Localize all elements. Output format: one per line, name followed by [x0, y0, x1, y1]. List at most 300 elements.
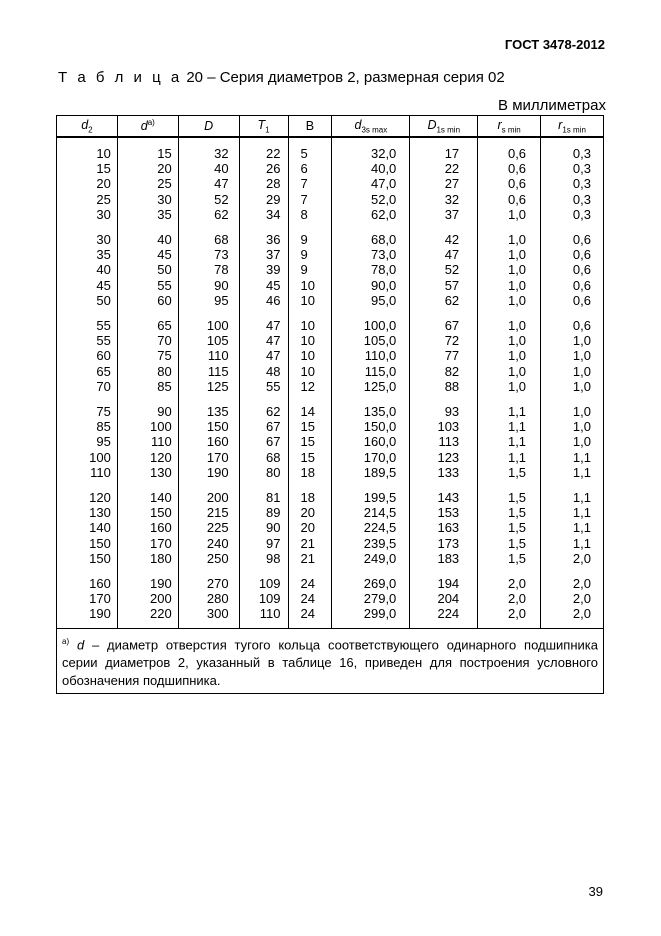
table-cell: 1,0: [478, 232, 541, 247]
spacer-cell: [288, 480, 332, 490]
column-header: [332, 116, 410, 138]
table-cell: 150: [117, 505, 178, 520]
table-cell: 27: [410, 176, 478, 191]
table-cell: 2,0: [541, 551, 604, 566]
table-row: [57, 576, 604, 591]
table-cell: 65: [57, 364, 118, 379]
column-symbol: d: [354, 117, 362, 132]
table-cell: 55: [239, 379, 288, 394]
table-cell: 1,1: [541, 505, 604, 520]
table-cell: 214,5: [332, 505, 410, 520]
column-symbol: r: [497, 117, 502, 132]
spacer-cell: [57, 308, 118, 318]
table-cell: 80: [117, 364, 178, 379]
table-row: [57, 404, 604, 419]
table-cell: 225: [178, 520, 239, 535]
table-cell: 113: [410, 434, 478, 449]
spacer-cell: [478, 480, 541, 490]
column-symbol: r: [558, 117, 563, 132]
group-spacer: [57, 394, 604, 404]
table-cell: 125: [178, 379, 239, 394]
column-subscript: 2: [88, 125, 93, 135]
table-cell: 35: [57, 247, 118, 262]
table-footnote: [56, 628, 604, 694]
spacer-cell: [57, 394, 118, 404]
table-cell: 280: [178, 591, 239, 606]
spacer-cell: [410, 480, 478, 490]
table-cell: 95,0: [332, 293, 410, 308]
table-cell: 62: [239, 404, 288, 419]
table-cell: 204: [410, 591, 478, 606]
table-cell: 40,0: [332, 161, 410, 176]
table-row: [57, 450, 604, 465]
table-caption: [58, 69, 505, 86]
table-cell: 47: [178, 176, 239, 191]
spacer-cell: [288, 137, 332, 146]
column-header: [288, 116, 332, 138]
table-cell: 52: [178, 192, 239, 207]
table-cell: 1,0: [478, 207, 541, 222]
spacer-cell: [239, 308, 288, 318]
table-row: [57, 333, 604, 348]
table-cell: 0,3: [541, 176, 604, 191]
table-cell: 1,5: [478, 505, 541, 520]
spacer-cell: [332, 222, 410, 232]
table-cell: 10: [57, 146, 118, 161]
table-cell: 82: [410, 364, 478, 379]
table-cell: 12: [288, 379, 332, 394]
spacer-cell: [332, 137, 410, 146]
table-cell: 15: [288, 419, 332, 434]
table-cell: 150: [57, 551, 118, 566]
table-cell: 100,0: [332, 318, 410, 333]
table-cell: 150,0: [332, 419, 410, 434]
table-cell: 1,0: [478, 379, 541, 394]
table-cell: 20: [117, 161, 178, 176]
table-cell: 183: [410, 551, 478, 566]
table-cell: 55: [117, 278, 178, 293]
table-cell: 6: [288, 161, 332, 176]
spacer-cell: [117, 566, 178, 576]
table-row: [57, 434, 604, 449]
table-cell: 14: [288, 404, 332, 419]
spacer-cell: [541, 308, 604, 318]
table-cell: 55: [57, 318, 118, 333]
table-cell: 173: [410, 536, 478, 551]
table-cell: 73: [178, 247, 239, 262]
column-symbol: D: [204, 119, 214, 133]
table-cell: 0,6: [478, 176, 541, 191]
table-cell: 32,0: [332, 146, 410, 161]
table-cell: 73,0: [332, 247, 410, 262]
table-row: [57, 379, 604, 394]
table-cell: 160: [57, 576, 118, 591]
table-cell: 46: [239, 293, 288, 308]
table-cell: 22: [239, 146, 288, 161]
spacer-cell: [57, 222, 118, 232]
column-header: [478, 116, 541, 138]
table-cell: 90: [117, 404, 178, 419]
table-cell: 1,1: [541, 465, 604, 480]
table-cell: 21: [288, 536, 332, 551]
table-cell: 20: [288, 520, 332, 535]
table-cell: 9: [288, 262, 332, 277]
table-cell: 29: [239, 192, 288, 207]
table-cell: 24: [288, 576, 332, 591]
table-cell: 25: [117, 176, 178, 191]
table-cell: 1,5: [478, 465, 541, 480]
spacer-cell: [57, 480, 118, 490]
table-cell: 60: [117, 293, 178, 308]
table-cell: 62,0: [332, 207, 410, 222]
table-cell: 0,6: [541, 232, 604, 247]
table-cell: 115,0: [332, 364, 410, 379]
table-cell: 110: [178, 348, 239, 363]
table-cell: 10: [288, 278, 332, 293]
data-table: [56, 115, 604, 629]
table-cell: 90: [239, 520, 288, 535]
table-cell: 250: [178, 551, 239, 566]
table-cell: 15: [57, 161, 118, 176]
table-row: [57, 176, 604, 191]
table-cell: 224,5: [332, 520, 410, 535]
table-cell: 37: [239, 247, 288, 262]
table-cell: 50: [117, 262, 178, 277]
table-cell: 95: [178, 293, 239, 308]
table-cell: 22: [410, 161, 478, 176]
table-cell: 1,5: [478, 536, 541, 551]
table-row: [57, 364, 604, 379]
table-cell: 1,0: [478, 348, 541, 363]
table-cell: 1,0: [478, 333, 541, 348]
spacer-cell: [178, 480, 239, 490]
table-cell: 2,0: [541, 576, 604, 591]
group-spacer: [57, 480, 604, 490]
table-cell: 88: [410, 379, 478, 394]
table-cell: 194: [410, 576, 478, 591]
table-cell: 24: [288, 606, 332, 628]
table-cell: 65: [117, 318, 178, 333]
table-cell: 160: [117, 520, 178, 535]
table-cell: 110,0: [332, 348, 410, 363]
table-cell: 37: [410, 207, 478, 222]
table-cell: 30: [57, 232, 118, 247]
table-cell: 109: [239, 591, 288, 606]
column-superscript: a): [147, 118, 155, 128]
table-cell: 57: [410, 278, 478, 293]
spacer-cell: [410, 308, 478, 318]
spacer-cell: [332, 480, 410, 490]
spacer-cell: [178, 566, 239, 576]
page-number: 39: [588, 884, 603, 899]
table-cell: 0,6: [541, 318, 604, 333]
spacer-cell: [410, 566, 478, 576]
column-header: [57, 116, 118, 138]
table-cell: 10: [288, 364, 332, 379]
spacer-cell: [541, 394, 604, 404]
table-cell: 240: [178, 536, 239, 551]
column-symbol: T: [257, 117, 266, 132]
table-cell: 0,6: [478, 192, 541, 207]
table-cell: 1,0: [478, 278, 541, 293]
table-cell: 1,0: [541, 364, 604, 379]
table-cell: 47: [239, 318, 288, 333]
table-body: [57, 137, 604, 628]
table-cell: 62: [410, 293, 478, 308]
column-subscript: 1s min: [562, 125, 586, 135]
table-cell: 269,0: [332, 576, 410, 591]
table-cell: 47: [239, 348, 288, 363]
table-cell: 93: [410, 404, 478, 419]
table-cell: 45: [57, 278, 118, 293]
table-cell: 89: [239, 505, 288, 520]
spacer-cell: [332, 308, 410, 318]
table-cell: 35: [117, 207, 178, 222]
table-cell: 18: [288, 490, 332, 505]
table-cell: 98: [239, 551, 288, 566]
table-cell: 105: [178, 333, 239, 348]
table-cell: 239,5: [332, 536, 410, 551]
table-cell: 1,1: [541, 536, 604, 551]
table-cell: 0,3: [541, 146, 604, 161]
table-cell: 48: [239, 364, 288, 379]
table-cell: 47: [239, 333, 288, 348]
spacer-cell: [239, 222, 288, 232]
table-row: [57, 348, 604, 363]
table-cell: 45: [117, 247, 178, 262]
table-cell: 7: [288, 192, 332, 207]
table-cell: 1,0: [478, 262, 541, 277]
table-cell: 10: [288, 348, 332, 363]
table-cell: 1,1: [478, 419, 541, 434]
table-cell: 0,3: [541, 207, 604, 222]
table-cell: 97: [239, 536, 288, 551]
table-cell: 32: [178, 146, 239, 161]
units-label: В миллиметрах: [498, 97, 606, 114]
table-cell: 40: [117, 232, 178, 247]
table-cell: 123: [410, 450, 478, 465]
table-cell: 30: [117, 192, 178, 207]
table-cell: 1,1: [478, 434, 541, 449]
table-row: [57, 278, 604, 293]
table-cell: 143: [410, 490, 478, 505]
table-cell: 140: [57, 520, 118, 535]
table-cell: 47,0: [332, 176, 410, 191]
table-cell: 68: [239, 450, 288, 465]
table-cell: 55: [57, 333, 118, 348]
spacer-cell: [541, 222, 604, 232]
group-spacer: [57, 222, 604, 232]
table-cell: 18: [288, 465, 332, 480]
table-cell: 1,0: [541, 404, 604, 419]
table-row: [57, 293, 604, 308]
spacer-cell: [239, 566, 288, 576]
table-cell: 67: [239, 434, 288, 449]
footnote-marker: a): [62, 636, 70, 646]
table-cell: 26: [239, 161, 288, 176]
table-row: [57, 207, 604, 222]
table-cell: 1,1: [541, 450, 604, 465]
table-cell: 20: [288, 505, 332, 520]
table-row: [57, 192, 604, 207]
table-cell: 40: [178, 161, 239, 176]
table-cell: 100: [117, 419, 178, 434]
table-cell: 36: [239, 232, 288, 247]
table-cell: 15: [288, 434, 332, 449]
table-cell: 270: [178, 576, 239, 591]
table-cell: 220: [117, 606, 178, 628]
spacer-cell: [478, 308, 541, 318]
table-cell: 68: [178, 232, 239, 247]
table-cell: 28: [239, 176, 288, 191]
table-cell: 90: [178, 278, 239, 293]
table-cell: 103: [410, 419, 478, 434]
table-cell: 2,0: [478, 576, 541, 591]
table-cell: 0,6: [541, 293, 604, 308]
table-cell: 163: [410, 520, 478, 535]
table-cell: 115: [178, 364, 239, 379]
table-cell: 70: [57, 379, 118, 394]
table-row: [57, 606, 604, 628]
table-cell: 8: [288, 207, 332, 222]
spacer-cell: [541, 480, 604, 490]
standard-header: ГОСТ 3478-2012: [504, 37, 605, 52]
table-cell: 279,0: [332, 591, 410, 606]
table-row: [57, 551, 604, 566]
table-cell: 0,6: [478, 146, 541, 161]
table-cell: 77: [410, 348, 478, 363]
table-cell: 0,3: [541, 192, 604, 207]
table-cell: 224: [410, 606, 478, 628]
table-cell: 95: [57, 434, 118, 449]
column-header: [117, 116, 178, 138]
table-row: [57, 536, 604, 551]
table-cell: 160,0: [332, 434, 410, 449]
spacer-cell: [288, 308, 332, 318]
spacer-cell: [478, 394, 541, 404]
spacer-cell: [478, 137, 541, 146]
table-cell: 39: [239, 262, 288, 277]
table-cell: 85: [57, 419, 118, 434]
table-cell: 130: [117, 465, 178, 480]
spacer-cell: [478, 222, 541, 232]
table-cell: 72: [410, 333, 478, 348]
table-cell: 60: [57, 348, 118, 363]
table-cell: 1,0: [478, 293, 541, 308]
table-cell: 81: [239, 490, 288, 505]
table-cell: 25: [57, 192, 118, 207]
table-cell: 1,0: [478, 318, 541, 333]
table-cell: 15: [288, 450, 332, 465]
column-symbol: d: [81, 117, 89, 132]
table-cell: 1,5: [478, 490, 541, 505]
table-cell: 130: [57, 505, 118, 520]
spacer-cell: [178, 137, 239, 146]
table-cell: 67: [410, 318, 478, 333]
table-cell: 10: [288, 293, 332, 308]
spacer-cell: [117, 222, 178, 232]
table-cell: 24: [288, 591, 332, 606]
table-cell: 0,6: [541, 278, 604, 293]
table-row: [57, 318, 604, 333]
spacer-cell: [288, 394, 332, 404]
spacer-cell: [117, 480, 178, 490]
table-cell: 1,5: [478, 520, 541, 535]
table-cell: 153: [410, 505, 478, 520]
spacer-cell: [410, 394, 478, 404]
spacer-cell: [178, 394, 239, 404]
table-cell: 110: [57, 465, 118, 480]
table-row: [57, 505, 604, 520]
table-cell: 1,1: [478, 450, 541, 465]
table-cell: 170: [57, 591, 118, 606]
table-cell: 190: [57, 606, 118, 628]
column-header: [239, 116, 288, 138]
table-cell: 170,0: [332, 450, 410, 465]
table-cell: 2,0: [478, 606, 541, 628]
spacer-cell: [178, 308, 239, 318]
table-cell: 52: [410, 262, 478, 277]
table-cell: 200: [117, 591, 178, 606]
column-symbol: d: [140, 119, 148, 134]
spacer-cell: [239, 394, 288, 404]
table-row: [57, 465, 604, 480]
table-row: [57, 247, 604, 262]
table-cell: 125,0: [332, 379, 410, 394]
group-spacer: [57, 566, 604, 576]
table-cell: 7: [288, 176, 332, 191]
spacer-cell: [288, 222, 332, 232]
table-cell: 0,6: [541, 262, 604, 277]
column-subscript: 1: [265, 125, 270, 135]
table-cell: 9: [288, 247, 332, 262]
spacer-cell: [541, 566, 604, 576]
spacer-cell: [57, 137, 118, 146]
table-cell: 150: [178, 419, 239, 434]
table-cell: 2,0: [541, 606, 604, 628]
table-cell: 10: [288, 333, 332, 348]
table-cell: 2,0: [541, 591, 604, 606]
spacer-cell: [239, 480, 288, 490]
table-row: [57, 419, 604, 434]
table-cell: 1,0: [478, 247, 541, 262]
table-cell: 180: [117, 551, 178, 566]
table-cell: 1,5: [478, 551, 541, 566]
column-subscript: 3s max: [361, 125, 388, 135]
column-header: [410, 116, 478, 138]
table-cell: 300: [178, 606, 239, 628]
spacer-cell: [117, 137, 178, 146]
table-cell: 42: [410, 232, 478, 247]
table-cell: 100: [57, 450, 118, 465]
table-cell: 40: [57, 262, 118, 277]
table-row: [57, 591, 604, 606]
spacer-cell: [117, 308, 178, 318]
table-cell: 21: [288, 551, 332, 566]
table-cell: 135: [178, 404, 239, 419]
table-cell: 70: [117, 333, 178, 348]
spacer-cell: [541, 137, 604, 146]
table-cell: 120: [57, 490, 118, 505]
table-cell: 50: [57, 293, 118, 308]
table-cell: 80: [239, 465, 288, 480]
table-cell: 32: [410, 192, 478, 207]
table-caption-label: Т а б л и ц а: [58, 69, 183, 86]
table-cell: 170: [117, 536, 178, 551]
spacer-cell: [410, 137, 478, 146]
spacer-cell: [57, 566, 118, 576]
table-row: [57, 161, 604, 176]
